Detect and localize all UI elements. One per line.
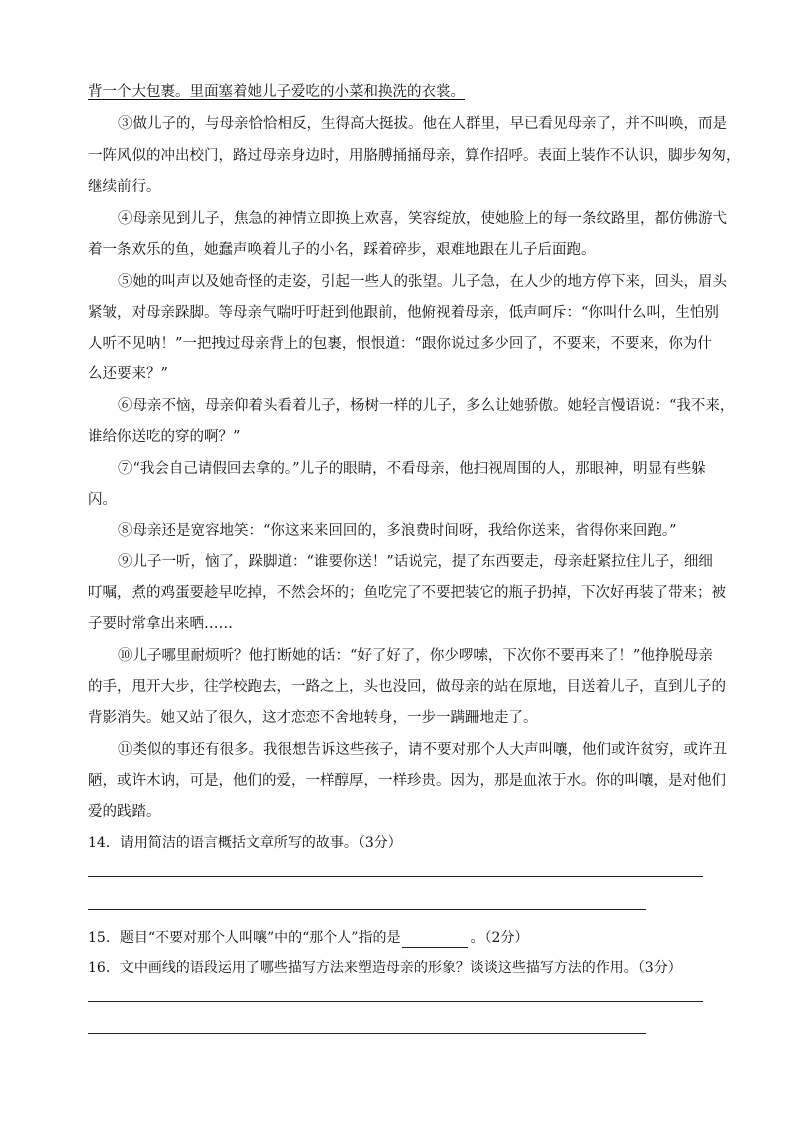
answer-line-16-1[interactable] — [88, 1001, 703, 1002]
paragraph-5-line-4: 么还要来？” — [88, 366, 168, 382]
question-15-blank[interactable] — [402, 933, 468, 948]
paragraph-11-line-2: 陋，或许木讷，可是，他们的爱，一样醇厚，一样珍贵。因为，那是血浓于水。你的叫嚷，是对他们 — [88, 773, 726, 789]
paragraph-4-line-2: 着一条欢乐的鱼，她蠢声唤着儿子的小名，踩着碎步，艰难地跟在儿子后面跑。 — [88, 242, 596, 258]
question-16: 16．文中画线的语段运用了哪些描写方法来塑造母亲的形象？谈谈这些描写方法的作用。（3分） — [88, 960, 682, 976]
paragraph-7-line-1: ⑦“我会自己请假回去拿的。”儿子的眼睛，不看母亲，他扫视周围的人，那眼神，明显有些躲 — [118, 461, 706, 477]
question-15-score: 。（2分） — [470, 930, 529, 946]
underlined-passage-line: 背一个大包裹。里面塞着她儿子爱吃的小菜和换洗的衣裳。 — [88, 84, 465, 100]
paragraph-9-line-1: ⑨儿子一听，恼了，跺脚道：“谁要你送！”话说完，提了东西要走，母亲赶紧拉住儿子，细细 — [118, 554, 713, 570]
paragraph-11-line-3: 爱的践踏。 — [88, 804, 161, 820]
paragraph-10-line-1: ⑩儿子哪里耐烦听？他打断她的话：“好了好了，你少啰嗦，下次你不要再来了！”他挣脱母亲 — [118, 648, 713, 664]
paragraph-7-line-2: 闪。 — [88, 492, 117, 508]
paragraph-5-line-2: 紧皱，对母亲跺脚。等母亲气喘吁吁赶到他跟前，他俯视着母亲，低声呵斥：“你叫什么叫，生怕别 — [88, 305, 719, 321]
paragraph-10-line-3: 背影消失。她又站了很久，这才恋恋不舍地转身，一步一蹒跚地走了。 — [88, 710, 538, 726]
paragraph-3-line-2: 一阵风似的冲出校门，路过母亲身边时，用胳膊捅捅母亲，算作招呼。表面上装作不认识，脚步匆匆， — [88, 148, 741, 164]
paragraph-6-line-2: 谁给你送吃的穿的啊？” — [88, 429, 241, 445]
answer-line-14-1[interactable] — [88, 876, 703, 877]
paragraph-5-line-3: 人听不见呐！”一把拽过母亲背上的包裹，恨恨道：“跟你说过多少回了，不要来，不要来，你为什 — [88, 336, 712, 352]
paragraph-3-line-1: ③做儿子的，与母亲恰恰相反，生得高大挺拔。他在人群里，早已看见母亲了，并不叫唤，而是 — [118, 116, 727, 132]
question-14: 14．请用简洁的语言概括文章所写的故事。（3分） — [88, 835, 402, 851]
paragraph-6-line-1: ⑥母亲不恼，母亲仰着头看着儿子，杨树一样的儿子，多么让她骄傲。她轻言慢语说：“我不来， — [118, 398, 735, 414]
paragraph-9-line-2: 叮嘱，煮的鸡蛋要趁早吃掉，不然会坏的；鱼吃完了不要把装它的瓶子扔掉，下次好再装了带来；被 — [88, 585, 726, 601]
paragraph-10-line-2: 的手，甩开大步，往学校跑去，一路之上，头也没回，做母亲的站在原地，目送着儿子，直到儿子的 — [88, 679, 726, 695]
paragraph-5-line-1: ⑤她的叫声以及她奇怪的走姿，引起一些人的张望。儿子急，在人少的地方停下来，回头，眉头 — [118, 274, 727, 290]
answer-line-16-2[interactable] — [88, 1033, 646, 1034]
question-15-text: 15．题目“不要对那个人叫嚷”中的“那个人”指的是 — [88, 930, 401, 946]
paragraph-4-line-1: ④母亲见到儿子，焦急的神情立即换上欢喜，笑容绽放，使她脸上的每一条纹路里，都仿佛游弋 — [118, 211, 727, 227]
answer-line-14-2[interactable] — [88, 909, 646, 910]
paragraph-11-line-1: ⑪类似的事还有很多。我很想告诉这些孩子，请不要对那个人大声叫嚷，他们或许贫穷，或许丑 — [118, 742, 727, 758]
question-15 — [88, 928, 528, 948]
paragraph-8-line-1: ⑧母亲还是宽容地笑：“你这来来回回的，多浪费时间呀，我给你送来，省得你来回跑。” — [118, 523, 677, 539]
paragraph-3-line-3: 继续前行。 — [88, 179, 161, 195]
paragraph-9-line-3: 子要时常拿出来晒…… — [88, 616, 233, 632]
